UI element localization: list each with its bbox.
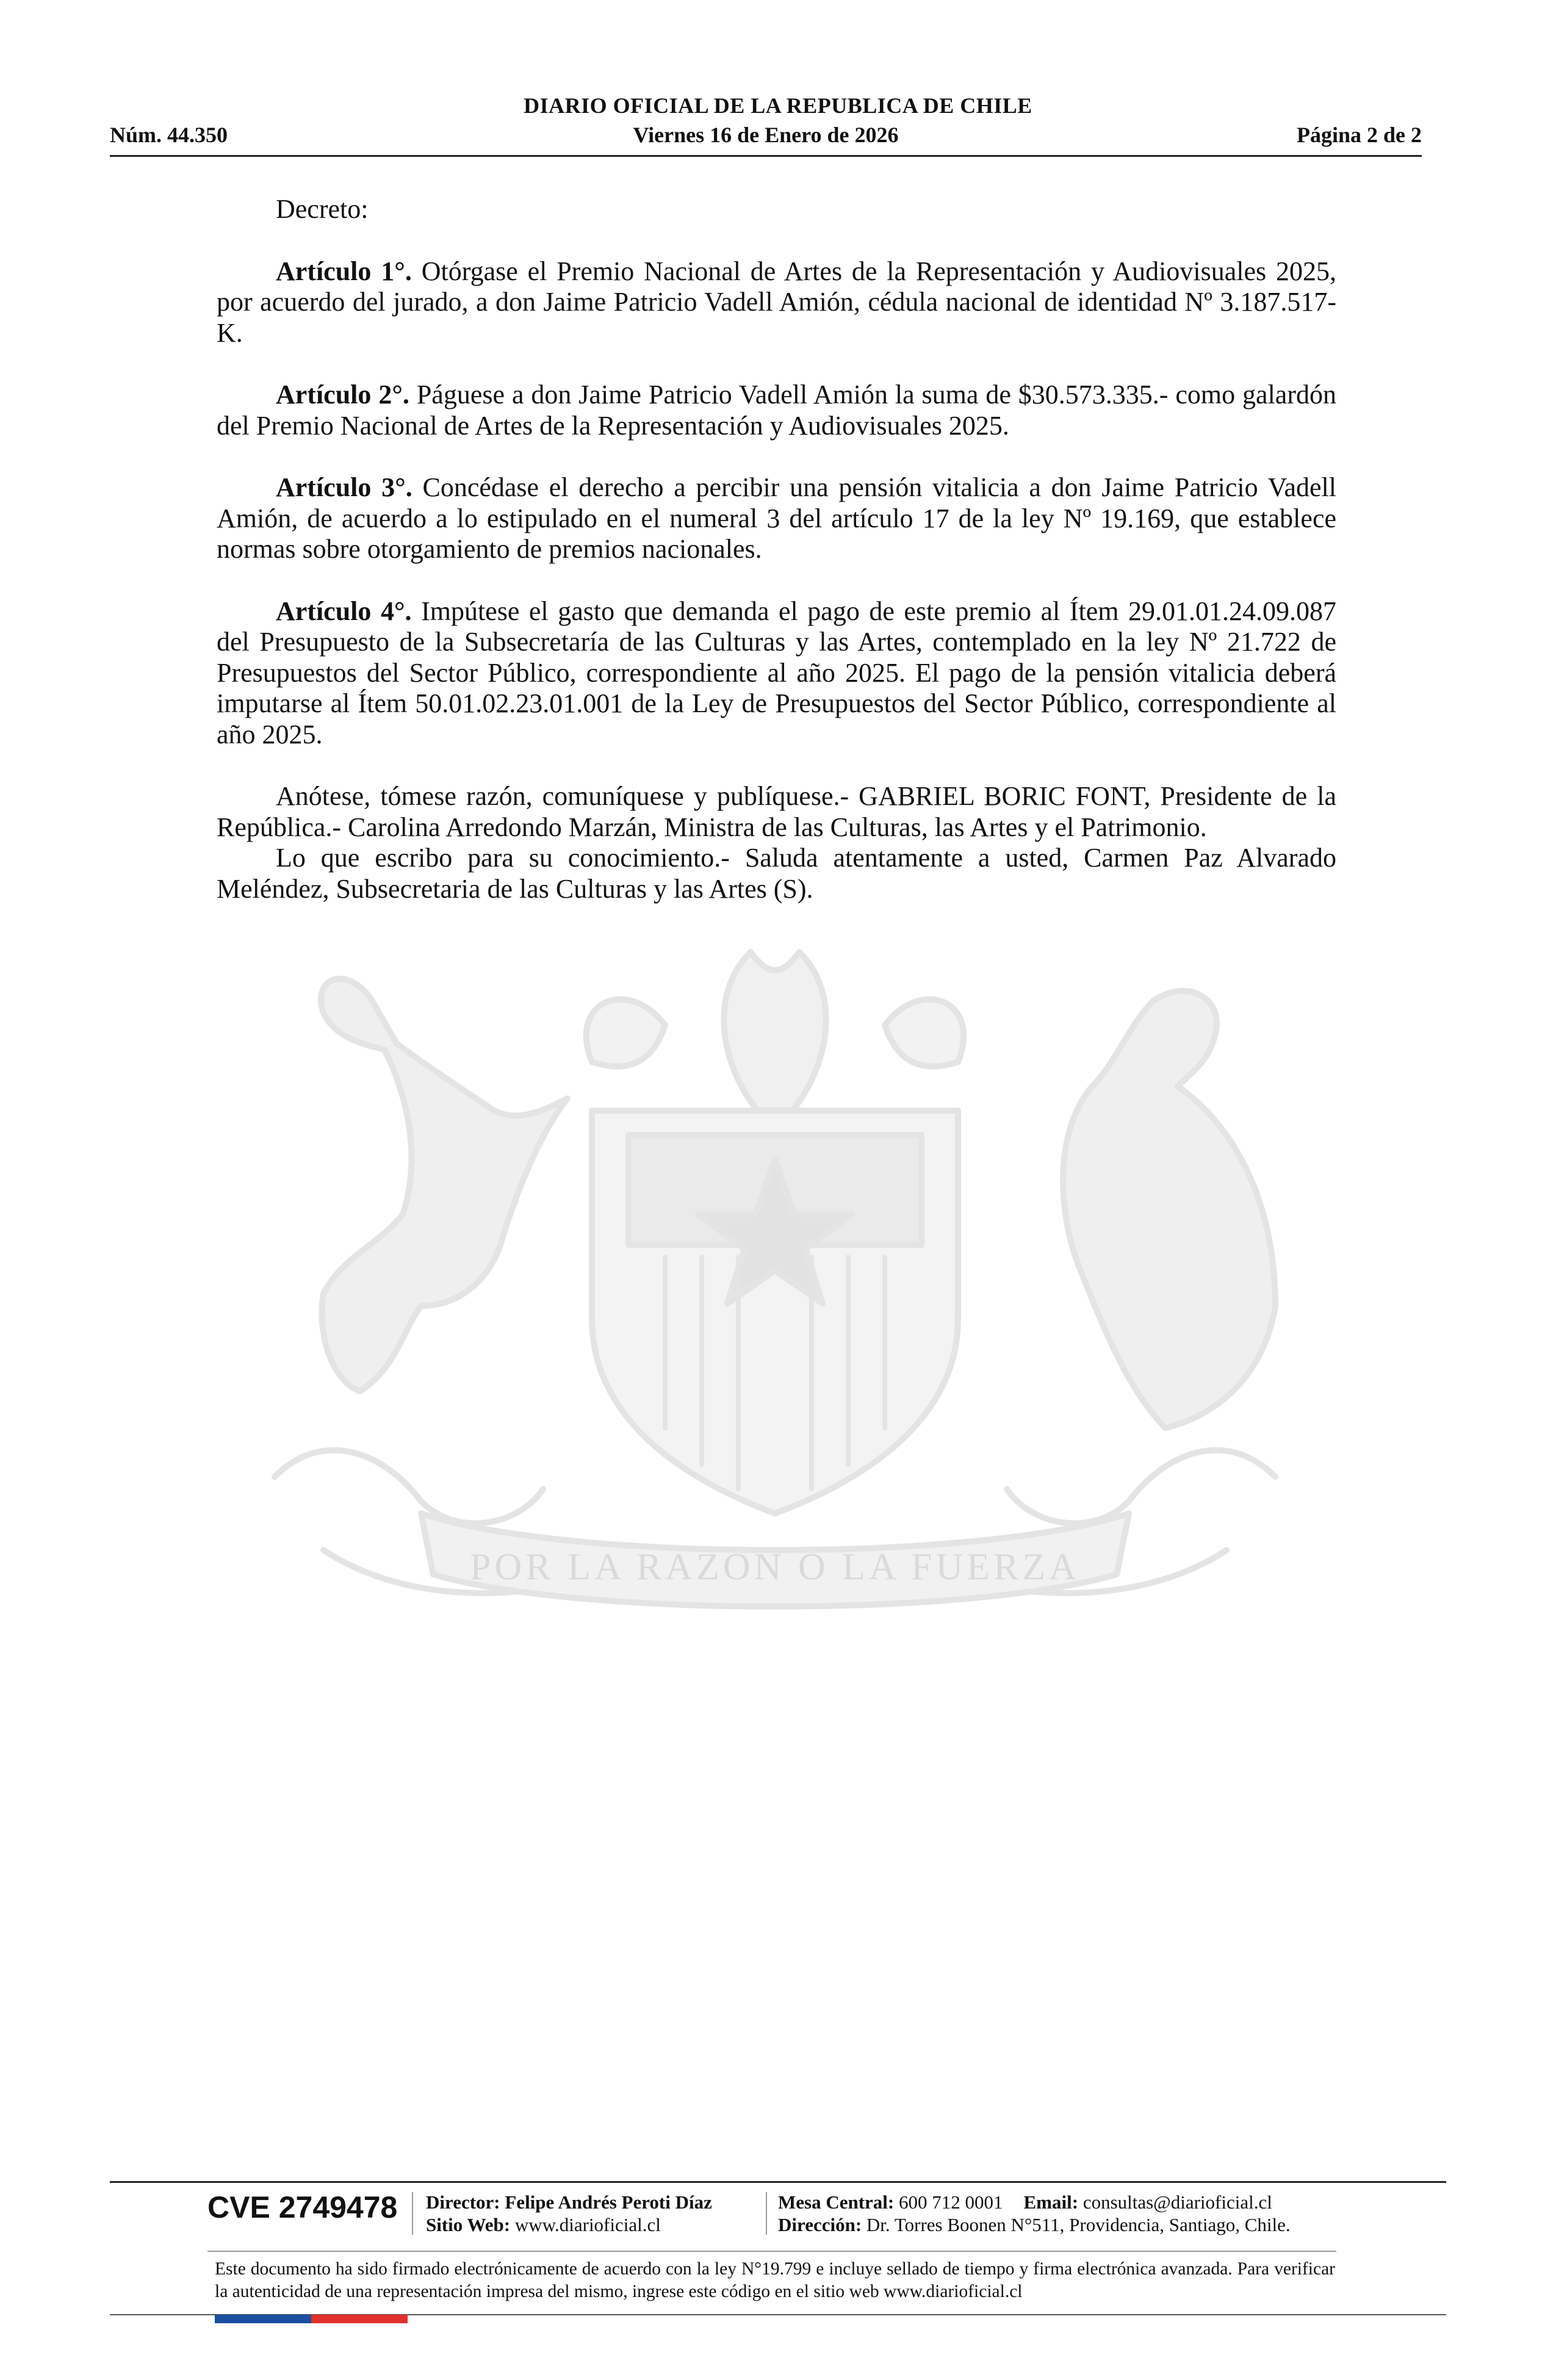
- website-link[interactable]: www.diarioficial.cl: [514, 2214, 661, 2235]
- cve-code: CVE 2749478: [207, 2190, 398, 2224]
- issue-date: Viernes 16 de Enero de 2026: [633, 123, 899, 147]
- issue-number: Núm. 44.350: [110, 123, 228, 147]
- phone-number: 600 712 0001: [899, 2191, 1003, 2213]
- email-label: Email:: [1023, 2191, 1079, 2213]
- article-3: [217, 472, 1336, 565]
- address-label: Dirección:: [778, 2214, 862, 2235]
- transcription-paragraph: Lo que escribo para su conocimiento.- Saluda atentamente a usted, Carmen Paz Alvarado Meléndez, Subsecretaria de las Culturas y las Artes (S).: [217, 843, 1336, 904]
- phone-label: Mesa Central:: [778, 2191, 895, 2213]
- footer-separator: [766, 2192, 767, 2235]
- director-label: Director:: [426, 2191, 500, 2213]
- flag-stripe-blue: [215, 2315, 311, 2323]
- footer-director-column: [426, 2191, 712, 2236]
- decree-body: [217, 194, 1336, 904]
- footer-divider-middle: [207, 2251, 1336, 2252]
- flag-stripe-red: [311, 2315, 408, 2323]
- article-label: Artículo 2°.: [276, 380, 409, 409]
- article-1: [217, 256, 1336, 349]
- article-4: [217, 596, 1336, 751]
- footer-divider-top: [110, 2181, 1446, 2183]
- article-2: [217, 380, 1336, 441]
- footer-separator: [412, 2192, 413, 2235]
- publication-title: DIARIO OFICIAL DE LA REPUBLICA DE CHILE: [524, 93, 1032, 118]
- article-text: Impútese el gasto que demanda el pago de este premio al Ítem 29.01.01.24.09.087 del Presupuesto de la Subsecretaría de las Culturas y las Artes, contemplado en la ley Nº 21.722 de Presupuestos del Sector Público, correspondiente al año 2025. El pago de la pensión vitalicia deberá imputarse al Ítem 50.01.02.23.01.001 de la Ley de Presupuestos del Sector Público, correspondiente al año 2025.: [217, 596, 1336, 749]
- email-link[interactable]: consultas@diarioficial.cl: [1082, 2191, 1272, 2213]
- address-text: Dr. Torres Boonen N°511, Providencia, Santiago, Chile.: [866, 2214, 1291, 2235]
- header-divider: [110, 155, 1422, 157]
- footer-contact-column: [778, 2191, 1291, 2236]
- signature-note: Este documento ha sido firmado electrónicamente de acuerdo con la ley N°19.799 e incluye sellado de tiempo y firma electrónica avanzada. Para verificar la autenticidad de una representación impresa del mismo, ingrese este código en el sitio web www.diarioficial.cl: [215, 2259, 1335, 2301]
- decree-intro: Decreto:: [276, 194, 369, 224]
- article-text: Páguese a don Jaime Patricio Vadell Amión la suma de $30.573.335.- como galardón del Premio Nacional de Artes de la Representación y Audiovisuales 2025.: [217, 380, 1336, 441]
- article-label: Artículo 4°.: [276, 596, 412, 626]
- article-label: Artículo 1°.: [276, 256, 412, 286]
- article-text: Otórgase el Premio Nacional de Artes de la Representación y Audiovisuales 2025, por acuerdo del jurado, a don Jaime Patricio Vadell Amión, cédula nacional de identidad Nº 3.187.517-K.: [217, 256, 1336, 348]
- closing-paragraph: Anótese, tómese razón, comuníquese y publíquese.- GABRIEL BORIC FONT, Presidente de la República.- Carolina Arredondo Marzán, Ministra de las Culturas, las Artes y el Patrimonio.: [217, 781, 1336, 842]
- motto-text: POR LA RAZON O LA FUERZA: [469, 1546, 1081, 1588]
- coat-of-arms-watermark: [201, 928, 1349, 1660]
- website-label: Sitio Web:: [426, 2214, 511, 2235]
- director-name: Felipe Andrés Peroti Díaz: [505, 2191, 712, 2213]
- page-indicator: Página 2 de 2: [1296, 123, 1422, 147]
- header-row: [110, 122, 1422, 150]
- article-text: Concédase el derecho a percibir una pensión vitalicia a don Jaime Patricio Vadell Amión, de acuerdo a lo estipulado en el numeral 3 del artículo 17 de la ley Nº 19.169, que establece normas sobre otorgamiento de premios nacionales.: [217, 472, 1336, 564]
- article-label: Artículo 3°.: [276, 472, 412, 502]
